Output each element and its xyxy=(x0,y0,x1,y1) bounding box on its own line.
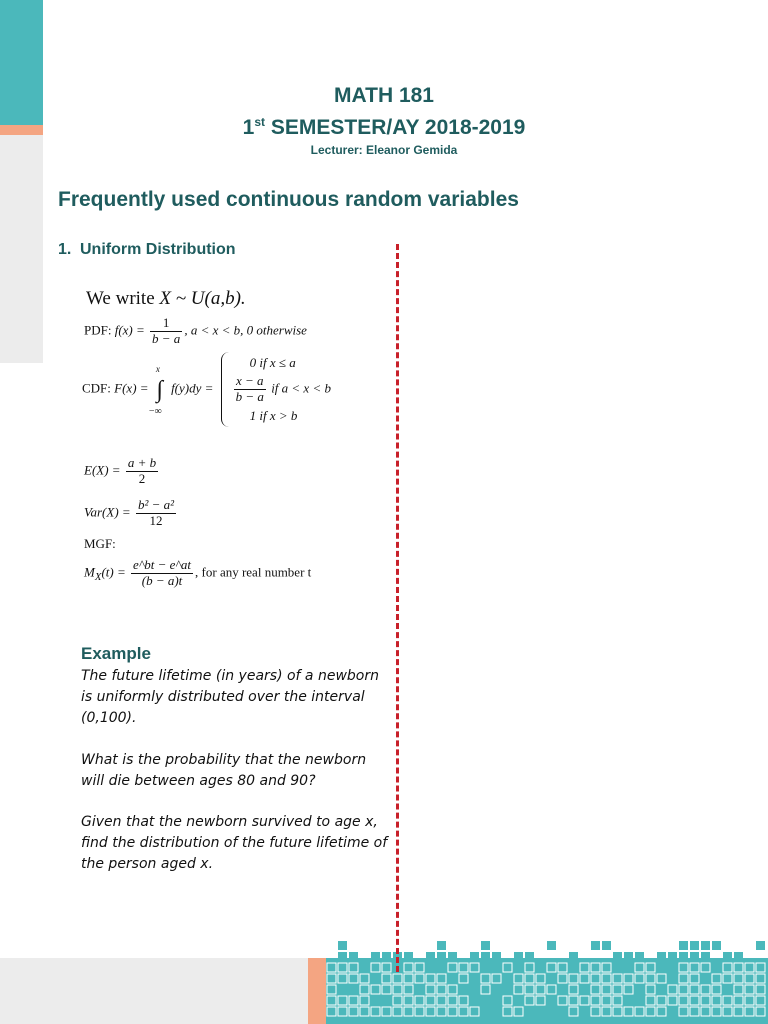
mosaic-tile xyxy=(745,1007,754,1016)
mosaic-tile xyxy=(657,952,666,961)
mosaic-tile xyxy=(591,996,600,1005)
mosaic-tile xyxy=(382,974,391,983)
mosaic-tile xyxy=(734,996,743,1005)
mosaic-tile xyxy=(415,1007,424,1016)
mosaic-tile xyxy=(613,952,622,961)
mosaic-tile xyxy=(448,963,457,972)
mosaic-tile xyxy=(481,952,490,961)
mosaic-tile xyxy=(349,963,358,972)
mosaic-tile xyxy=(470,952,479,961)
example-paragraph-2: What is the probability that the newborn will die between ages 80 and 90? xyxy=(81,752,367,789)
mosaic-tile xyxy=(646,974,655,983)
mosaic-tile xyxy=(613,996,622,1005)
mosaic-tile xyxy=(525,952,534,961)
mosaic-tile xyxy=(690,974,699,983)
mosaic-tile xyxy=(349,974,358,983)
mosaic-tile xyxy=(668,952,677,961)
mosaic-tile xyxy=(459,963,468,972)
mosaic-tile xyxy=(404,963,413,972)
mosaic-tile xyxy=(393,996,402,1005)
mosaic-tile xyxy=(591,985,600,994)
mosaic-tile xyxy=(734,985,743,994)
mosaic-tile xyxy=(657,996,666,1005)
mosaic-tile xyxy=(756,963,765,972)
mosaic-tile xyxy=(338,1007,347,1016)
mosaic-tile xyxy=(360,985,369,994)
mosaic-tile xyxy=(327,1007,336,1016)
mosaic-tile xyxy=(723,952,732,961)
mosaic-tile xyxy=(591,941,600,950)
divider-line xyxy=(396,244,399,972)
mosaic-tile xyxy=(338,963,347,972)
mosaic-tile xyxy=(624,974,633,983)
mosaic-tile xyxy=(569,974,578,983)
mosaic-tile xyxy=(690,952,699,961)
mosaic-tile xyxy=(382,1007,391,1016)
mosaic-tile xyxy=(503,963,512,972)
mosaic-tile xyxy=(723,963,732,972)
mosaic-tile xyxy=(525,974,534,983)
mgf-label: MGF: xyxy=(84,536,116,551)
mosaic-tile xyxy=(404,985,413,994)
mosaic-tile xyxy=(437,974,446,983)
mosaic-tile xyxy=(338,996,347,1005)
mosaic-tile xyxy=(712,1007,721,1016)
example-heading: Example xyxy=(81,644,151,663)
decor-orange-band-bottom xyxy=(308,958,326,1024)
mosaic-tile xyxy=(613,974,622,983)
mosaic-tile xyxy=(547,985,556,994)
mosaic-tile xyxy=(492,974,501,983)
mosaic-tile xyxy=(437,1007,446,1016)
mosaic-tile xyxy=(613,1007,622,1016)
mosaic-tile xyxy=(525,996,534,1005)
mosaic-tile xyxy=(327,985,336,994)
mosaic-tile xyxy=(734,974,743,983)
mosaic-tile xyxy=(415,963,424,972)
mosaic-tile xyxy=(679,974,688,983)
mosaic-tile xyxy=(514,985,523,994)
mosaic-tile xyxy=(558,974,567,983)
mosaic-tile xyxy=(349,996,358,1005)
mosaic-tile xyxy=(481,941,490,950)
mosaic-tile xyxy=(701,963,710,972)
mosaic-tile xyxy=(327,996,336,1005)
mosaic-tile xyxy=(360,1007,369,1016)
mosaic-tile xyxy=(547,963,556,972)
mosaic-tile xyxy=(470,963,479,972)
variance-formula: Var(X) = $\frac{\text{b² − a²}}{12}$ xyxy=(84,497,175,528)
pdf-formula: PDF: f(x) = $\frac{1}{b - a}$ , a < x < b, 0 otherwise xyxy=(84,315,307,346)
mosaic-tile xyxy=(679,1007,688,1016)
mosaic-tile xyxy=(404,1007,413,1016)
mosaic-tile xyxy=(591,963,600,972)
mosaic-tile xyxy=(756,996,765,1005)
mosaic-tile xyxy=(668,985,677,994)
mosaic-tile xyxy=(514,952,523,961)
mosaic-tile xyxy=(459,974,468,983)
mosaic-tile xyxy=(580,974,589,983)
mosaic-tile xyxy=(382,952,391,961)
example-paragraph-3: Given that the newborn survived to age x, find the distribution of the future lifetime of the person aged x. xyxy=(81,814,388,872)
mosaic-tile xyxy=(646,985,655,994)
mosaic-tile xyxy=(756,941,765,950)
mosaic-tile xyxy=(547,941,556,950)
mosaic-tile xyxy=(723,1007,732,1016)
semester-title: 1st SEMESTER/AY 2018-2019 xyxy=(242,115,526,139)
mosaic-tile xyxy=(459,1007,468,1016)
mosaic-tile xyxy=(635,963,644,972)
mosaic-tile xyxy=(382,963,391,972)
mosaic-tile xyxy=(426,985,435,994)
mosaic-tile xyxy=(591,974,600,983)
mosaic-tile xyxy=(437,941,446,950)
mosaic-tile xyxy=(371,952,380,961)
mosaic-tile xyxy=(437,985,446,994)
mosaic-tile xyxy=(338,941,347,950)
decor-pixel-mosaic xyxy=(326,918,768,1024)
mosaic-tile xyxy=(580,996,589,1005)
mosaic-tile xyxy=(712,985,721,994)
mgf-formula: $M_X(t)$ = $\frac{e\^{}bt - e\^{}at}{(b - a)t}$ , for any real number t xyxy=(84,557,312,588)
mosaic-tile xyxy=(481,974,490,983)
mosaic-tile xyxy=(624,1007,633,1016)
mosaic-tile xyxy=(360,996,369,1005)
mosaic-tile xyxy=(745,996,754,1005)
mosaic-tile xyxy=(602,985,611,994)
mosaic-tile xyxy=(679,941,688,950)
mosaic-tile xyxy=(602,941,611,950)
mosaic-tile xyxy=(646,1007,655,1016)
mosaic-tile xyxy=(404,974,413,983)
mosaic-tile xyxy=(745,963,754,972)
mosaic-tile xyxy=(701,996,710,1005)
mosaic-tile xyxy=(723,996,732,1005)
mosaic-tile xyxy=(503,996,512,1005)
mosaic-tile xyxy=(679,952,688,961)
page-title: Frequently used continuous random variables xyxy=(58,188,519,211)
mosaic-tile xyxy=(624,952,633,961)
mosaic-tile xyxy=(569,985,578,994)
mosaic-tile xyxy=(404,952,413,961)
mosaic-tile xyxy=(470,1007,479,1016)
example-paragraph-1: The future lifetime (in years) of a newborn is uniformly distributed over the interval (0,100). xyxy=(81,668,379,726)
mosaic-tile xyxy=(701,1007,710,1016)
integral-sign: x ∫ −∞ xyxy=(148,363,164,417)
mosaic-tile xyxy=(635,952,644,961)
mosaic-tile xyxy=(448,952,457,961)
mosaic-tile xyxy=(635,1007,644,1016)
mosaic-tile xyxy=(426,974,435,983)
mosaic-tile xyxy=(503,1007,512,1016)
mosaic-tile xyxy=(426,952,435,961)
mosaic-tile xyxy=(338,974,347,983)
mosaic-tile xyxy=(679,996,688,1005)
mosaic-tile xyxy=(690,996,699,1005)
mosaic-tile xyxy=(426,1007,435,1016)
mosaic-tile xyxy=(646,996,655,1005)
mosaic-tile xyxy=(756,974,765,983)
decor-gray-bar-left xyxy=(0,135,43,363)
mosaic-tile xyxy=(393,985,402,994)
mosaic-tile xyxy=(734,1007,743,1016)
mosaic-tile xyxy=(525,963,534,972)
mosaic-tile xyxy=(437,996,446,1005)
mosaic-tile xyxy=(602,996,611,1005)
section-heading: 1. Uniform Distribution xyxy=(58,241,236,258)
mosaic-tile xyxy=(393,974,402,983)
course-title: MATH 181 xyxy=(334,84,434,107)
mosaic-tile xyxy=(569,1007,578,1016)
mosaic-tile xyxy=(514,974,523,983)
mosaic-tile xyxy=(492,952,501,961)
mosaic-tile xyxy=(745,974,754,983)
mosaic-tile xyxy=(536,985,545,994)
mosaic-tile xyxy=(415,974,424,983)
mosaic-tile xyxy=(701,985,710,994)
mosaic-tile xyxy=(327,963,336,972)
mosaic-tile xyxy=(426,996,435,1005)
mosaic-tile xyxy=(635,974,644,983)
mosaic-tile xyxy=(371,1007,380,1016)
mosaic-tile xyxy=(393,1007,402,1016)
mosaic-tile xyxy=(712,996,721,1005)
cdf-formula: CDF: F(x) = x ∫ −∞ f(y)dy = 0 if x ≤ a $\frac{x - a}{b - a}$ if a < x < b 1 if x > b xyxy=(82,352,331,427)
mosaic-tile xyxy=(613,985,622,994)
mosaic-tile xyxy=(745,985,754,994)
mosaic-tile xyxy=(602,974,611,983)
mosaic-tile xyxy=(459,996,468,1005)
mosaic-tile xyxy=(657,974,666,983)
mosaic-tile xyxy=(371,963,380,972)
mosaic-tile xyxy=(371,985,380,994)
mosaic-tile xyxy=(734,952,743,961)
mosaic-tile xyxy=(558,963,567,972)
mosaic-tile xyxy=(536,996,545,1005)
mosaic-tile xyxy=(415,996,424,1005)
mosaic-tile xyxy=(382,985,391,994)
mosaic-tile xyxy=(327,974,336,983)
mosaic-tile xyxy=(712,974,721,983)
mosaic-tile xyxy=(657,1007,666,1016)
mosaic-tile xyxy=(602,963,611,972)
mosaic-tile xyxy=(525,985,534,994)
mosaic-tile xyxy=(679,963,688,972)
mosaic-tile xyxy=(624,985,633,994)
mosaic-tile xyxy=(536,974,545,983)
notation-formula: We write X ~ U(a,b). xyxy=(86,288,246,309)
mosaic-tile xyxy=(404,996,413,1005)
mosaic-tile xyxy=(690,1007,699,1016)
mosaic-tile xyxy=(360,974,369,983)
mosaic-tile xyxy=(668,996,677,1005)
mosaic-tile xyxy=(448,985,457,994)
mosaic-tile xyxy=(514,1007,523,1016)
mosaic-tile xyxy=(437,952,446,961)
mosaic-tile xyxy=(756,1007,765,1016)
mosaic-tile xyxy=(580,963,589,972)
mosaic-tile xyxy=(734,963,743,972)
mosaic-tile xyxy=(481,985,490,994)
mosaic-tile xyxy=(448,1007,457,1016)
mosaic-tile xyxy=(690,941,699,950)
lecturer-name: Lecturer: Eleanor Gemida xyxy=(310,143,458,157)
mosaic-tile xyxy=(558,996,567,1005)
mosaic-tile xyxy=(756,985,765,994)
mosaic-tile xyxy=(690,985,699,994)
mosaic-tile xyxy=(602,1007,611,1016)
mosaic-tile xyxy=(701,952,710,961)
mosaic-tile xyxy=(349,952,358,961)
decor-gray-band-bottom xyxy=(0,958,308,1024)
mosaic-tile xyxy=(448,996,457,1005)
mosaic-tile xyxy=(646,963,655,972)
mosaic-tile xyxy=(591,1007,600,1016)
mosaic-tile xyxy=(701,941,710,950)
mosaic-tile xyxy=(679,985,688,994)
mosaic-tile xyxy=(569,996,578,1005)
mosaic-tile xyxy=(723,974,732,983)
mosaic-tile xyxy=(690,963,699,972)
mosaic-tile xyxy=(338,952,347,961)
mosaic-tile xyxy=(349,1007,358,1016)
expectation-formula: E(X) = $\frac{a + b}{2}$ xyxy=(84,455,157,486)
mosaic-tile xyxy=(712,941,721,950)
mosaic-tile xyxy=(569,952,578,961)
